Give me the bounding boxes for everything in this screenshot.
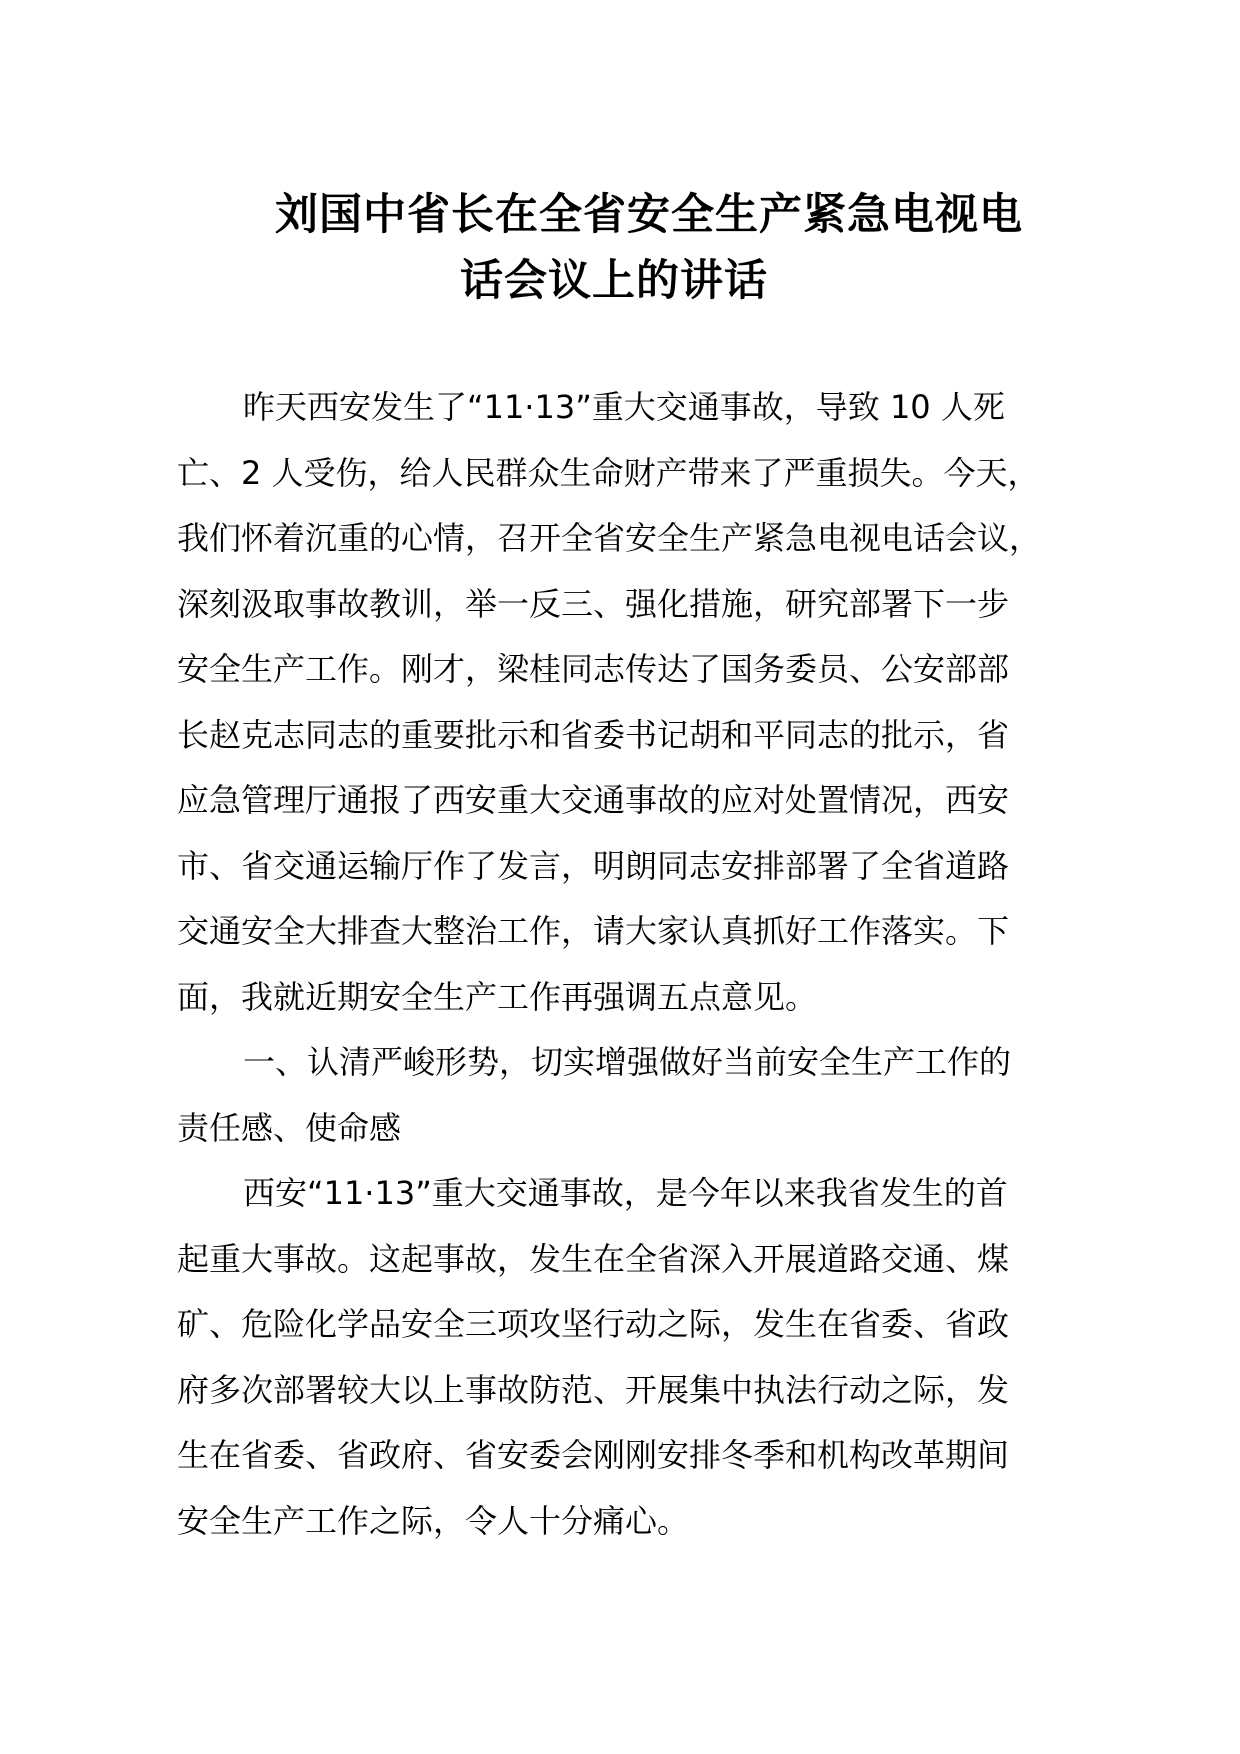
text-line: 深刻汲取事故教训，举一反三、强化措施，研究部署下一步	[177, 584, 1010, 623]
title-line-2: 话会议上的讲话	[460, 256, 768, 306]
paragraph-section-1	[177, 1161, 1097, 1554]
text-line: 责任感、使命感	[177, 1108, 402, 1147]
text-line: 安全生产工作之际，令人十分痛心。	[177, 1501, 690, 1540]
text-line: 面，我就近期安全生产工作再强调五点意见。	[177, 977, 818, 1016]
text-line: 长赵克志同志的重要批示和省委书记胡和平同志的批示，省	[177, 715, 1010, 754]
text-line: 西安“11·13”重大交通事故，是今年以来我省发生的首	[243, 1174, 1008, 1212]
text-line: 市、省交通运输厅作了发言，明朗同志安排部署了全省道路	[177, 846, 1010, 885]
text-line: 府多次部署较大以上事故防范、开展集中执法行动之际，发	[177, 1370, 1010, 1409]
text-line: 交通安全大排查大整治工作，请大家认真抓好工作落实。下	[177, 912, 1010, 950]
document-body	[177, 375, 1097, 1554]
section-heading-1	[177, 1030, 1097, 1161]
text-line: 昨天西安发生了“11·13”重大交通事故，导致 10 人死	[243, 388, 1005, 426]
text-line: 应急管理厅通报了西安重大交通事故的应对处置情况，西安	[177, 781, 1010, 819]
text-line: 生在省委、省政府、省安委会刚刚安排冬季和机构改革期间	[177, 1436, 1010, 1474]
text-line: 安全生产工作。刚才，梁桂同志传达了国务委员、公安部部	[177, 650, 1010, 688]
paragraph-opening	[177, 375, 1097, 1030]
text-line: 一、认清严峻形势，切实增强做好当前安全生产工作的	[243, 1043, 1012, 1081]
title-line-1: 刘国中省长在全省安全生产紧急电视电	[275, 190, 1023, 240]
text-line: 我们怀着沉重的心情，召开全省安全生产紧急电视电话会议，	[177, 519, 1042, 557]
text-line: 起重大事故。这起事故，发生在全省深入开展道路交通、煤	[177, 1239, 1010, 1278]
text-line: 亡、2 人受伤，给人民群众生命财产带来了严重损失。今天，	[177, 453, 1040, 492]
text-line: 矿、危险化学品安全三项攻坚行动之际，发生在省委、省政	[177, 1305, 1010, 1343]
